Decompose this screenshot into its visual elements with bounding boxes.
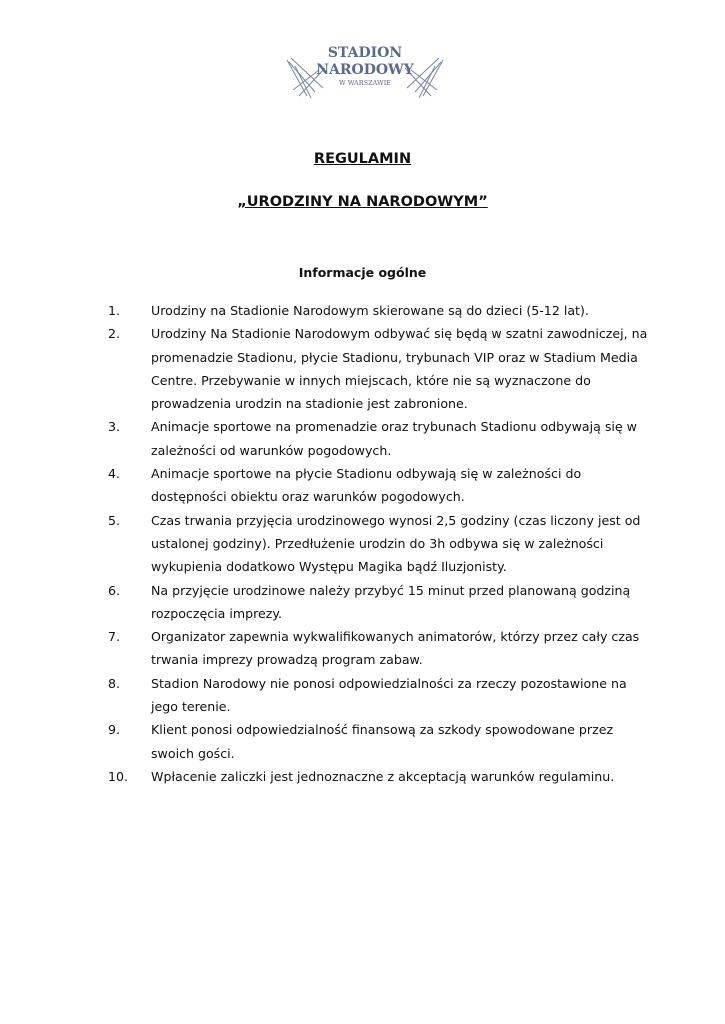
rule-item [108,718,653,765]
stadion-narodowy-logo [285,40,445,104]
rule-text: Czas trwania przyjęcia urodzinowego wynosi 2,5 godziny (czas liczony jest od ustalonej godziny). Przedłużenie urodzin do 3h odbywa się w zależności wykupienia dodatkowo Występu Magika bądź Iluzjonisty. [151,512,641,575]
rule-item [108,765,653,788]
logo-graphic [285,40,445,104]
rule-item [108,322,653,415]
rule-item [108,672,653,719]
rule-text: Animacje sportowe na promenadzie oraz trybunach Stadionu odbywają się w zależności od warunków pogodowych. [151,419,637,458]
rule-number: 10. [108,768,129,784]
rule-text: Na przyjęcie urodzinowe należy przybyć 15 minut przed planowaną godziną rozpoczęcia imprezy. [151,582,631,621]
rule-item [108,415,653,462]
rule-item [108,579,653,626]
rule-item [108,299,653,322]
rule-text: Wpłacenie zaliczki jest jednoznaczne z akceptacją warunków regulaminu. [151,768,615,784]
rules-list [108,299,653,788]
rule-text: Animacje sportowe na płycie Stadionu odbywają się w zależności do dostępności obiektu oraz warunków pogodowych. [151,466,582,505]
rule-text: Organizator zapewnia wykwalifikowanych animatorów, którzy przez cały czas trwania imprezy prowadzą program zabaw. [151,629,640,668]
rule-number: 2. [108,326,121,342]
document-title: REGULAMIN [313,151,412,167]
rule-number: 3. [108,419,121,435]
rule-item [108,625,653,672]
rule-number: 4. [108,466,121,482]
rule-number: 5. [108,512,121,528]
rule-number: 9. [108,722,121,738]
logo-line-1: STADION [327,45,403,61]
rule-text: Klient ponosi odpowiedzialność finansową za szkody spowodowane przez swoich gości. [151,722,614,761]
rule-text: Stadion Narodowy nie ponosi odpowiedzialności za rzeczy pozostawione na jego terenie. [151,675,627,715]
rule-number: 8. [108,675,121,691]
logo-line-2: NARODOWY [316,62,414,78]
document-subtitle: „URODZINY NA NARODOWYM” [237,194,488,210]
rule-number: 6. [108,582,121,598]
logo-line-3: W WARSZAWIE [338,79,392,87]
rule-item [108,509,653,579]
rule-text: Urodziny Na Stadionie Narodowym odbywać się będą w szatni zawodniczej, na promenadzie Stadionu, płycie Stadionu, trybunach VIP oraz w Stadium Media Centre. Przebywanie w innych miejscach, które nie są wyznaczone do prowadzenia urodzin na stadionie jest zabronione. [151,326,648,412]
rule-number: 7. [108,629,121,645]
rule-number: 1. [108,303,121,318]
rule-item [108,462,653,509]
section-heading: Informacje ogólne [298,265,427,280]
rule-text: Urodziny na Stadionie Narodowym skierowane są do dzieci (5-12 lat). [151,303,589,318]
